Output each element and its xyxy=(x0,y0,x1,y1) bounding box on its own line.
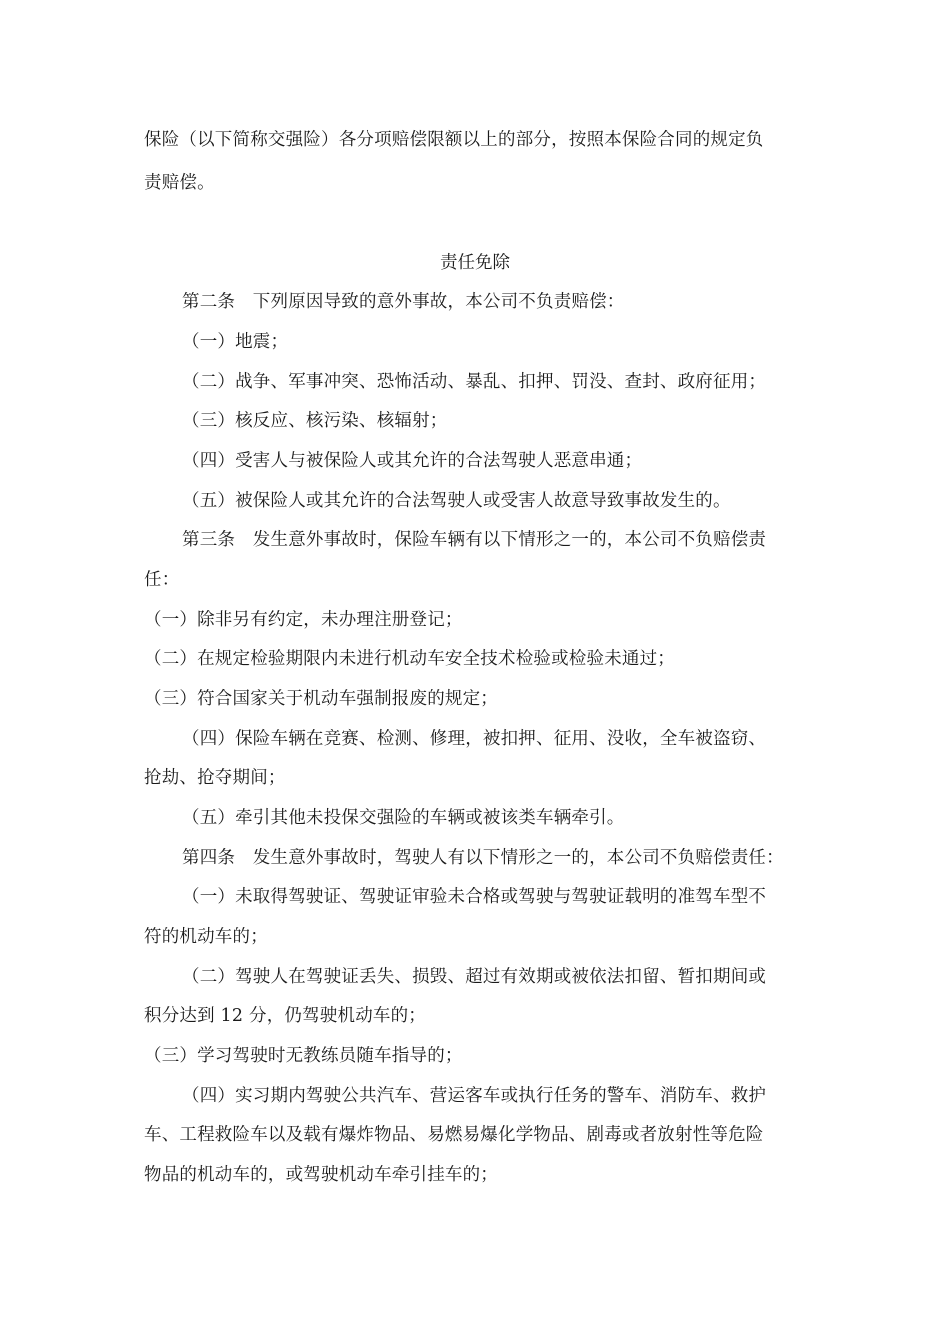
list-item: 抢劫、抢夺期间； xyxy=(144,768,286,788)
list-item: 符的机动车的； xyxy=(144,927,268,947)
list-item: （一）地震； xyxy=(182,332,289,352)
article-2-line: 第二条 下列原因导致的意外事故，本公司不负责赔偿： xyxy=(182,292,625,312)
list-item: 积分达到 12 分，仍驾驶机动车的； xyxy=(144,1006,426,1026)
list-item: （二）在规定检验期限内未进行机动车安全技术检验或检验未通过； xyxy=(144,649,675,669)
article-3-line: 任： xyxy=(144,570,180,590)
list-item: （四）受害人与被保险人或其允许的合法驾驶人恶意串通； xyxy=(182,451,643,471)
list-item: （二）战争、军事冲突、恐怖活动、暴乱、扣押、罚没、查封、政府征用； xyxy=(182,372,767,392)
section-heading: 责任免除 xyxy=(440,253,510,273)
list-item: （四）实习期内驾驶公共汽车、营运客车或执行任务的警车、消防车、救护 xyxy=(182,1086,767,1106)
article-4-line: 第四条 发生意外事故时，驾驶人有以下情形之一的，本公司不负赔偿责任： xyxy=(182,848,784,868)
list-item: 车、工程救险车以及载有爆炸物品、易燃易爆化学物品、剧毒或者放射性等危险 xyxy=(144,1125,764,1145)
list-item: （三）学习驾驶时无教练员随车指导的； xyxy=(144,1046,463,1066)
list-item: （四）保险车辆在竞赛、检测、修理，被扣押、征用、没收，全车被盗窃、 xyxy=(182,729,767,749)
article-3-line: 第三条 发生意外事故时，保险车辆有以下情形之一的，本公司不负赔偿责 xyxy=(182,530,767,550)
list-item: （三）核反应、核污染、核辐射； xyxy=(182,411,448,431)
list-item: （三）符合国家关于机动车强制报废的规定； xyxy=(144,689,498,709)
list-item: （二）驾驶人在驾驶证丢失、损毁、超过有效期或被依法扣留、暂扣期间或 xyxy=(182,967,767,987)
list-item: （一）未取得驾驶证、驾驶证审验未合格或驾驶与驾驶证载明的准驾车型不 xyxy=(182,887,767,907)
paragraph-line: 责赔偿。 xyxy=(144,173,215,193)
list-item: 物品的机动车的，或驾驶机动车牵引挂车的； xyxy=(144,1165,498,1185)
list-item: （一）除非另有约定，未办理注册登记； xyxy=(144,610,463,630)
list-item: （五）牵引其他未投保交强险的车辆或被该类车辆牵引。 xyxy=(182,808,625,828)
paragraph-line: 保险（以下简称交强险）各分项赔偿限额以上的部分，按照本保险合同的规定负 xyxy=(144,130,764,150)
list-item: （五）被保险人或其允许的合法驾驶人或受害人故意导致事故发生的。 xyxy=(182,491,731,511)
